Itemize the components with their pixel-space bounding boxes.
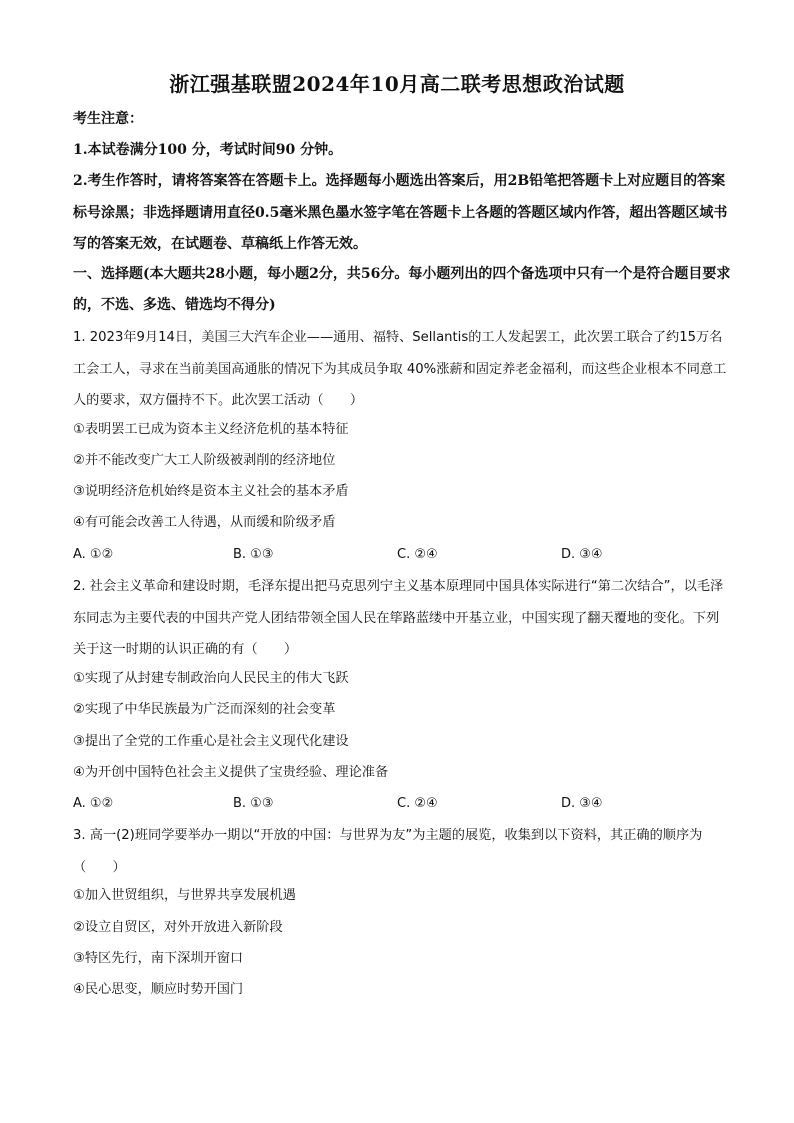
question-2-option-2: ②实现了中华民族最为广泛而深刻的社会变革: [73, 702, 336, 717]
question-3-option-3: ③特区先行，南下深圳开窗口: [73, 951, 244, 966]
question-2-option-3: ③提出了全党的工作重心是社会主义现代化建设: [73, 734, 349, 749]
question-1-option-4: ④有可能会改善工人待遇，从而缓和阶级矛盾: [73, 515, 336, 530]
question-2-option-1: ①实现了从封建专制政治向人民民主的伟大飞跃: [73, 671, 349, 686]
question-1-stem: 1. 2023年9月14日，美国三大汽车企业——通用、福特、Sellantis的工人发起罢工，此次罢工联合了约15万名工会工人，寻求在当前美国高通胀的情况下为其成员争取 40%涨薪和固定养老金福利，而这些企业根本不同意工人的要求，双方僵持不下。此次罢工活动（ ）: [73, 330, 727, 408]
question-3-option-1: ①加入世贸组织，与世界共享发展机遇: [73, 888, 296, 903]
question-1-choices: [73, 545, 713, 565]
notice-heading: 考生注意：: [73, 111, 143, 127]
question-2-option-4: ④为开创中国特色社会主义提供了宝贵经验、理论准备: [73, 765, 389, 780]
question-1-choice-a: A. ①②: [73, 547, 114, 562]
notice-item-2: 2.考生作答时，请将答案答在答题卡上。选择题每小题选出答案后，用2B铅笔把答题卡上对应题目的答案标号涂黑；非选择题请用直径0.5毫米黑色墨水签字笔在答题卡上各题的答题区域内作答，超出答题区域书写的答案无效，在试题卷、草稿纸上作答无效。: [73, 173, 728, 252]
question-3-option-2: ②设立自贸区，对外开放进入新阶段: [73, 920, 283, 935]
question-1-option-3: ③说明经济危机始终是资本主义社会的基本矛盾: [73, 484, 349, 499]
question-1-option-2: ②并不能改变广大工人阶级被剥削的经济地位: [73, 453, 336, 468]
question-2-choice-a: A. ①②: [73, 796, 114, 811]
notice-item-1: 1.本试卷满分100 分，考试时间90 分钟。: [73, 142, 343, 158]
question-3-stem: 3. 高一(2)班同学要举办一期以“开放的中国：与世界为友”为主题的展览，收集到以下资料，其正确的顺序为（ ）: [73, 828, 703, 875]
question-1-choice-d: D. ③④: [561, 547, 603, 562]
question-2-choices: [73, 794, 713, 814]
page-title: 浙江强基联盟2024年10月高二联考思想政治试题: [169, 72, 625, 96]
question-2-choice-d: D. ③④: [561, 796, 603, 811]
question-1-option-1: ①表明罢工已成为资本主义经济危机的基本特征: [73, 422, 349, 437]
question-3-option-4: ④民心思变，顺应时势开国门: [73, 982, 244, 997]
question-2-stem: 2. 社会主义革命和建设时期，毛泽东提出把马克思列宁主义基本原理同中国具体实际进行“第二次结合”，以毛泽东同志为主要代表的中国共产党人团结带领全国人民在筚路蓝缕中开基立业，中国实现了翻天覆地的变化。下列关于这一时期的认识正确的有（ ）: [73, 579, 724, 657]
question-2-choice-c: C. ②④: [397, 796, 438, 811]
question-1-choice-c: C. ②④: [397, 547, 438, 562]
section-heading: 一、选择题(本大题共28小题，每小题2分，共56分。每小题列出的四个备选项中只有一个是符合题目要求的，不选、多选、错选均不得分): [73, 266, 731, 313]
question-1-choice-b: B. ①③: [233, 547, 274, 562]
question-2-choice-b: B. ①③: [233, 796, 274, 811]
